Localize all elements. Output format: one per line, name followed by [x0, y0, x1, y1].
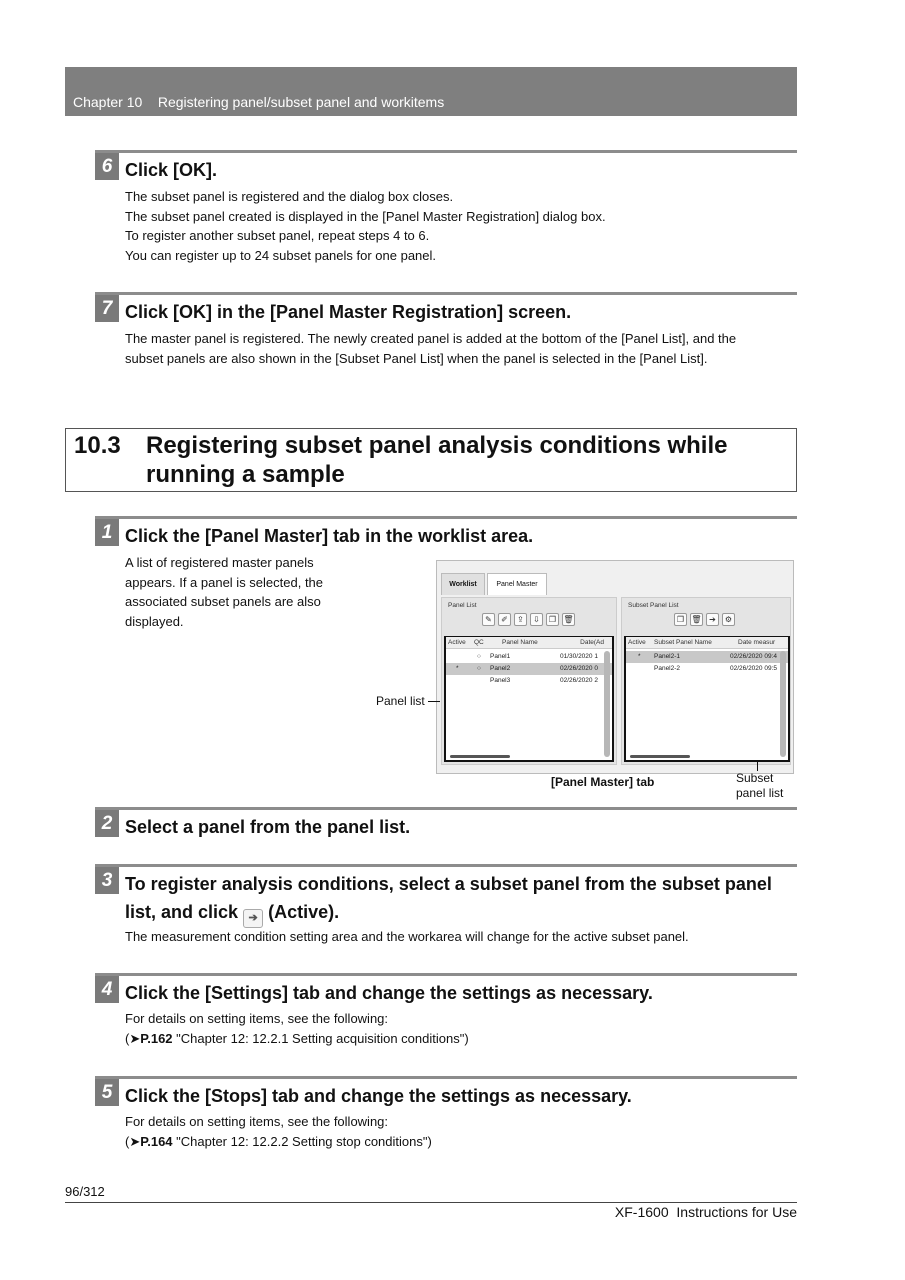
step-number: 4 [95, 976, 119, 1003]
body-line: To register another subset panel, repeat steps 4 to 6. [125, 228, 430, 244]
subset-list-title: Subset Panel List [628, 602, 679, 609]
step-rule [95, 150, 797, 153]
subset-list-grid[interactable] [624, 636, 790, 762]
column-header: Panel Name [502, 639, 538, 646]
chapter-title: Chapter 10 Registering panel/subset panel and workitems [73, 94, 445, 110]
import-icon[interactable]: ⇩ [530, 613, 543, 626]
step-rule [95, 516, 797, 519]
step-title: Select a panel from the panel list. [125, 817, 411, 837]
row-date: 02/26/2020 0 [560, 665, 598, 672]
horizontal-scrollbar[interactable] [630, 755, 690, 758]
step-body [125, 187, 606, 265]
step-body [125, 927, 689, 947]
step-4 [95, 973, 797, 1053]
panel-list-pane [441, 597, 617, 765]
column-header: Active [448, 639, 466, 646]
step-number: 6 [95, 153, 119, 180]
leader-line [428, 701, 440, 702]
step-title: Click the [Panel Master] tab in the worklist area. [125, 526, 534, 546]
delete-icon[interactable]: 🗑 [563, 615, 574, 624]
body-line: The subset panel is registered and the dialog box closes. [125, 189, 454, 204]
body-line: appears. If a panel is selected, the [125, 574, 324, 590]
row-name: Panel3 [490, 677, 511, 684]
leader-line [757, 761, 758, 771]
panel-list-toolbar [482, 613, 575, 627]
step-body [125, 553, 323, 631]
caption-subset-2: panel list [736, 786, 784, 800]
step-title-line2-end: (Active). [268, 902, 340, 922]
table-row-selected[interactable] [446, 663, 612, 675]
body-line: The measurement condition setting area and the workarea will change for the active subset panel. [125, 929, 689, 944]
row-name: Panel2-2 [654, 665, 681, 672]
arrow-icon: (➤ [125, 1133, 141, 1149]
step-title: Click [OK] in the [Panel Master Registration] screen. [125, 302, 572, 322]
settings-icon[interactable]: ⚙ [722, 613, 735, 626]
column-header: Date measur [738, 639, 776, 646]
body-line: You can register up to 24 subset panels for one panel. [125, 247, 437, 263]
step-body [125, 1112, 432, 1151]
step-title [125, 870, 797, 928]
row-name: Panel1 [490, 653, 511, 660]
active-icon[interactable]: ➔ [706, 613, 719, 626]
ref-page: P.164 [140, 1133, 173, 1149]
edit-copy-icon[interactable]: ✐ [498, 613, 511, 626]
step-title-line2: list, and click [125, 902, 239, 922]
step-title-line1: To register analysis conditions, select a subset panel from the subset panel [125, 874, 772, 894]
copy-icon[interactable]: ❐ [546, 613, 559, 626]
panel-list-grid[interactable] [444, 636, 614, 762]
ref-page: P.162 [140, 1030, 173, 1046]
row-qc: ○ [477, 653, 481, 660]
step-rule [95, 864, 797, 867]
step-6 [95, 150, 797, 266]
copy-icon[interactable]: ❐ [674, 613, 687, 626]
table-row-selected[interactable] [626, 651, 788, 663]
step-rule [95, 973, 797, 976]
ref-text: "Chapter 12: 12.2.1 Setting acquisition conditions") [172, 1030, 469, 1046]
body-line: The master panel is registered. The newly created panel is added at the bottom of the [Panel List], and the [125, 331, 737, 346]
section-heading [65, 428, 797, 492]
row-active: * [456, 665, 459, 672]
document-title: XF-1600 Instructions for Use [614, 1204, 797, 1220]
row-qc: ○ [477, 665, 481, 672]
grid-header [446, 637, 612, 649]
step-number: 5 [95, 1079, 119, 1106]
step-5 [95, 1076, 797, 1156]
active-button-icon: ➔ [243, 909, 263, 928]
column-header: Active [628, 639, 646, 646]
step-title: Click the [Settings] tab and change the settings as necessary. [125, 983, 653, 1003]
caption-panel-list: Panel list [376, 694, 425, 708]
body-line: displayed. [125, 613, 184, 629]
body-line: The subset panel created is displayed in the [Panel Master Registration] dialog box. [125, 208, 606, 224]
step-body [125, 1009, 469, 1048]
body-line: A list of registered master panels [125, 555, 314, 570]
cross-reference-link[interactable] [125, 1029, 469, 1049]
step-number: 7 [95, 295, 119, 322]
step-rule [95, 807, 797, 810]
row-date: 01/30/2020 1 [560, 653, 598, 660]
ref-text: "Chapter 12: 12.2.2 Setting stop conditions") [172, 1133, 432, 1149]
step-number: 1 [95, 519, 119, 546]
row-date: 02/26/2020 2 [560, 677, 598, 684]
step-title: Click the [Stops] tab and change the settings as necessary. [125, 1086, 632, 1106]
column-header: QC [474, 639, 484, 646]
edit-icon[interactable]: ✎ [482, 613, 495, 626]
step-rule [95, 1076, 797, 1079]
cross-reference-link[interactable] [125, 1132, 432, 1152]
section-title: Registering subset panel analysis conditions while running a sample [146, 432, 728, 488]
row-active: * [638, 653, 641, 660]
footer-rule [65, 1202, 797, 1203]
subset-list-toolbar [674, 613, 735, 627]
body-line: associated subset panels are also [125, 594, 321, 610]
delete-icon[interactable]: 🗑 [691, 615, 702, 624]
step-number: 2 [95, 810, 119, 837]
step-3 [95, 864, 797, 950]
vertical-scrollbar[interactable] [604, 651, 610, 757]
step-body [125, 329, 736, 368]
row-name: Panel2-1 [654, 653, 681, 660]
vertical-scrollbar[interactable] [780, 651, 786, 757]
table-row[interactable] [626, 663, 788, 675]
grid-header [626, 637, 788, 649]
tab-panel-master[interactable]: Panel Master [487, 573, 547, 595]
step-rule [95, 292, 797, 295]
panel-list-title: Panel List [448, 602, 477, 609]
body-line: subset panels are also shown in the [Subset Panel List] when the panel is selected in the [Panel List]. [125, 350, 708, 366]
caption-subset-1: Subset [736, 771, 774, 785]
arrow-icon: (➤ [125, 1030, 141, 1046]
row-date: 02/26/2020 09:5 [730, 665, 777, 672]
body-line: For details on setting items, see the following: [125, 1114, 389, 1129]
table-row[interactable] [446, 675, 612, 687]
step-number: 3 [95, 867, 119, 894]
page-number: 96/312 [65, 1184, 105, 1199]
body-line: For details on setting items, see the following: [125, 1011, 389, 1026]
horizontal-scrollbar[interactable] [450, 755, 510, 758]
row-date: 02/26/2020 09:4 [730, 653, 777, 660]
step-2 [95, 807, 797, 843]
step-title: Click [OK]. [125, 160, 218, 180]
caption-panel-master-tab: [Panel Master] tab [551, 775, 655, 789]
tab-worklist[interactable]: Worklist [441, 573, 485, 595]
table-row[interactable] [446, 651, 612, 663]
export-icon[interactable]: ⇪ [514, 613, 527, 626]
section-number: 10.3 [74, 432, 121, 459]
column-header: Subset Panel Name [654, 639, 712, 646]
chapter-header [65, 67, 797, 116]
step-7 [95, 292, 797, 372]
panel-master-screenshot [436, 560, 794, 774]
row-name: Panel2 [490, 665, 511, 672]
column-header: Date(Ad [580, 639, 604, 646]
subset-panel-list-pane [621, 597, 791, 765]
